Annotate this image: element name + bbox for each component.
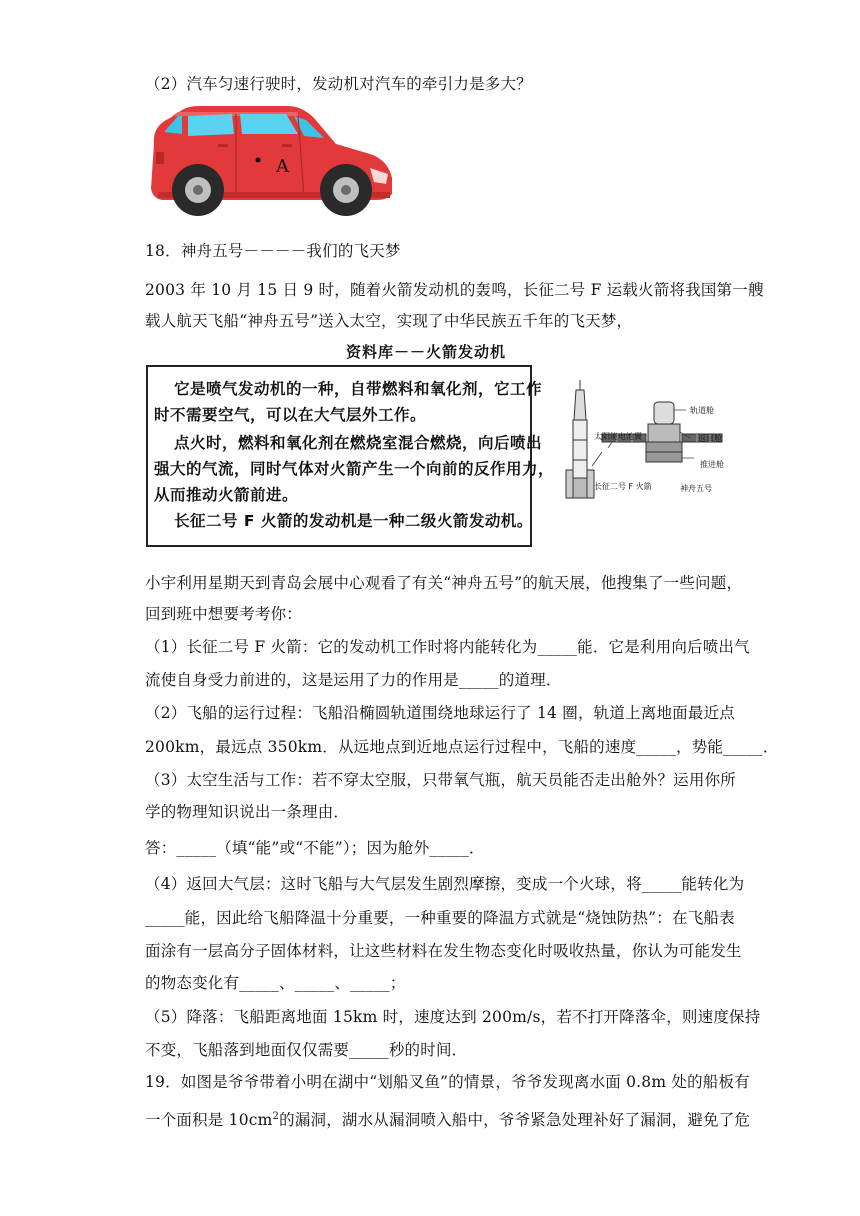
q18-title: 18．神舟五号－－－－我们的飞天梦 — [145, 242, 401, 260]
q18-line: 的物态变化有_____、_____、_____； — [145, 974, 406, 992]
info-box-line: 它是喷气发动机的一种，自带燃料和氧化剂，它工作 — [174, 380, 543, 398]
q19-line-1: 19．如图是爷爷带着小明在湖中“划船叉鱼”的情景，爷爷发现离水面 0.8m 处的船板有 — [145, 1073, 750, 1091]
q18-line: （5）降落：飞船距离地面 15km 时，速度达到 200m/s，若不打开降落伞，则速度保持 — [145, 1008, 761, 1026]
label-solar-wing: 太阳能电池翼 — [594, 432, 642, 441]
label-spacecraft: 神舟五号 — [680, 484, 712, 493]
info-box-line: 时不需要空气，可以在大气层外工作。 — [154, 406, 427, 424]
q18-line: （2）飞船的运行过程：飞船沿椭圆轨道围绕地球运行了 14 圈，轨道上离地面最近点 — [145, 704, 735, 722]
q18-line: 流使自身受力前进的，这是运用了力的作用是_____的道理． — [145, 671, 562, 689]
q18-line: _____能，因此给飞船降温十分重要，一种重要的降温方式就是“烧蚀防热”：在飞船表 — [145, 909, 735, 927]
q19-line-2-end: 的漏洞，湖水从漏洞喷入船中，爷爷紧急处理补好了漏洞，避免了危 — [279, 1111, 751, 1130]
q18-line: 小宇利用星期天到青岛会展中心观看了有关“神舟五号”的航天展，他搜集了一些问题， — [145, 574, 743, 592]
car-illustration — [148, 104, 396, 220]
label-return-module: 返回舱 — [698, 434, 722, 443]
q18-line: 答：_____（填“能”或“不能”）；因为舱外_____． — [145, 839, 485, 857]
info-box-line: 强大的气流，同时气体对火箭产生一个向前的反作用力， — [154, 460, 555, 478]
q18-line: （1）长征二号 F 火箭：它的发动机工作时将内能转化为_____能．它是利用向后喷出气 — [145, 638, 750, 656]
info-box — [146, 365, 555, 547]
q18-line: （4）返回大气层：这时飞船与大气层发生剧烈摩擦，变成一个火球，将_____能转化为 — [145, 875, 745, 893]
info-box-line: 从而推动火箭前进。 — [154, 486, 299, 504]
label-rocket: 长征二号 F 火箭 — [594, 482, 652, 491]
info-box-line: 长征二号 F 火箭的发动机是一种二级火箭发动机。 — [174, 512, 533, 530]
info-box-title: 资料库－－火箭发动机 — [346, 343, 507, 361]
q19-line-2 — [145, 1107, 750, 1130]
q18-line: 回到班中想要考考你： — [145, 605, 303, 623]
q18-line: 不变，飞船落到地面仅仅需要_____秒的时间． — [145, 1041, 468, 1059]
rocket-spacecraft-figure — [562, 380, 742, 508]
q19-superscript: 2 — [272, 1111, 280, 1122]
label-propulsion-module: 推进舱 — [700, 460, 724, 469]
info-box-line: 点火时，燃料和氧化剂在燃烧室混合燃烧，向后喷出 — [174, 434, 543, 452]
q18-line: （3）太空生活与工作：若不穿太空服，只带氧气瓶，航天员能否走出舱外？运用你所 — [145, 771, 736, 789]
label-orbital-module: 轨道舱 — [690, 406, 714, 415]
q18-line: 200km，最远点 350km．从远地点到近地点运行过程中，飞船的速度_____，势能_____． — [145, 738, 779, 756]
q18-line: 面涂有一层高分子固体材料，让这些材料在发生物态变化时吸收热量，你认为可能发生 — [145, 942, 742, 960]
q18-intro-2: 载人航天飞船“神舟五号”送入太空，实现了中华民族五千年的飞天梦， — [145, 312, 633, 330]
q18-line: 学的物理知识说出一条理由． — [145, 803, 350, 821]
q19-line-2-start: 一个面积是 10cm — [145, 1111, 273, 1130]
q17-part2-text: （2）汽车匀速行驶时，发动机对汽车的牵引力是多大？ — [145, 75, 532, 93]
q18-intro-1: 2003 年 10 月 15 日 9 时，随着火箭发动机的轰鸣，长征二号 F 运载火箭将我国第一艘 — [145, 281, 764, 299]
car-point-label: A — [276, 156, 289, 177]
